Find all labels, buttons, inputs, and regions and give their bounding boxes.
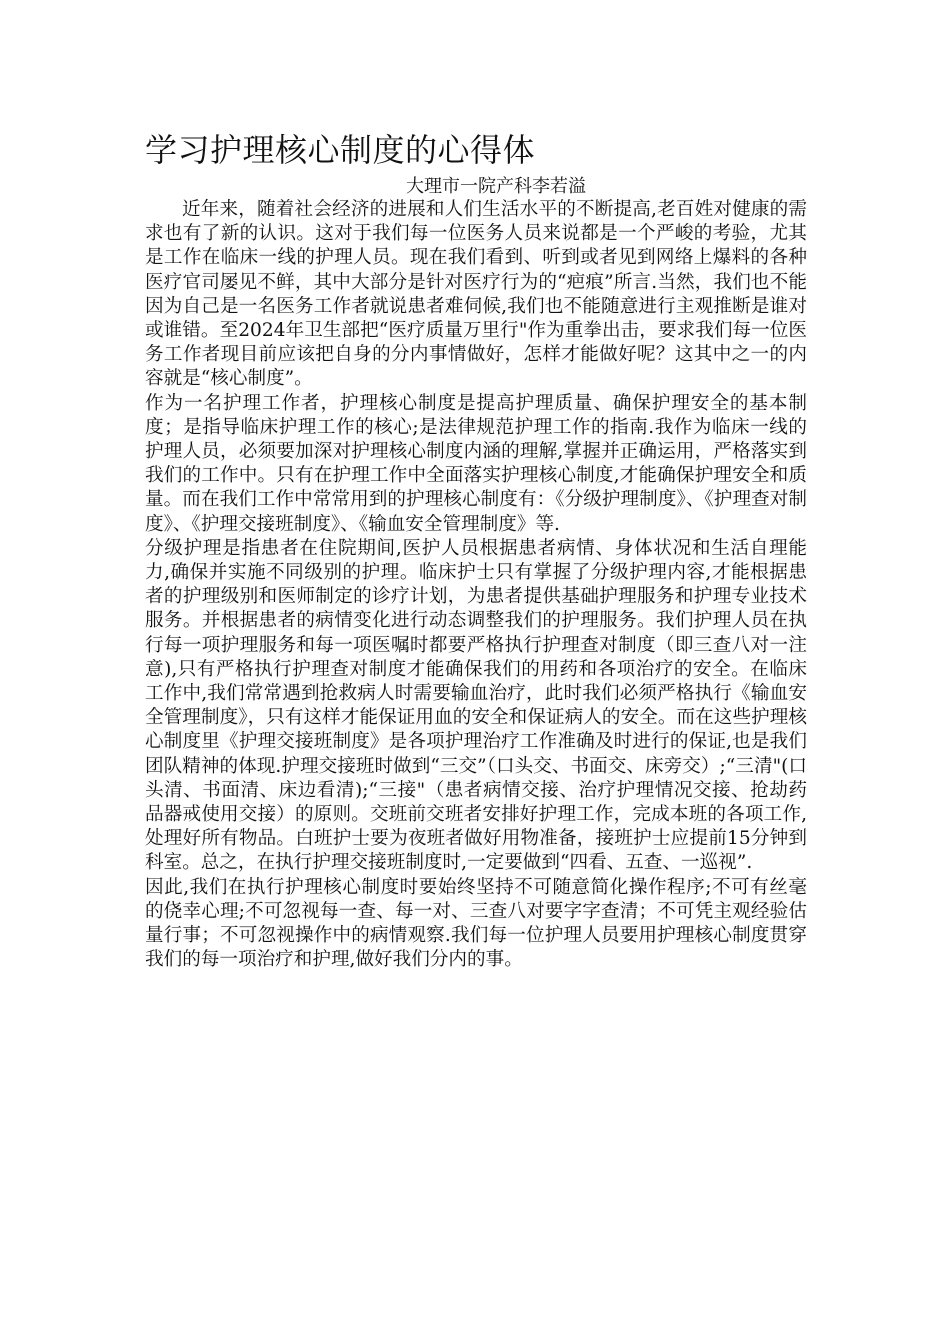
paragraph-graded-care: 分级护理是指患者在住院期间,医护人员根据患者病情、身体状况和生活自理能力,确保并实施不同级别的护理。临床护士只有掌握了分级护理内容,才能根据患者的护理级别和医师制定的诊疗计划，为患者提供基础护理服务和护理专业技术服务。并根据患者的病情变化进行动态调整我们的护理服务。我们护理人员在执行每一项护理服务和每一项医嘱时都要严格执行护理查对制度（即三查八对一注意),只有严格执行护理查对制度才能确保我们的用药和各项治疗的安全。在临床工作中,我们常常遇到抢救病人时需要输血治疗，此时我们必须严格执行《输血安全管理制度》，只有这样才能保证用血的安全和保证病人的安全。而在这些护理核心制度里《护理交接班制度》是各项护理治疗工作准确及时进行的保证,也是我们团队精神的体现.护理交接班时做到“三交”（口头交、书面交、床旁交）;“三清"(口头清、书面清、床边看清);“三接"（患者病情交接、治疗护理情况交接、抢劫药品器戒使用交接）的原则。交班前交班者安排好护理工作，完成本班的各项工作,处理好所有物品。白班护士要为夜班者做好用物准备，接班护士应提前15分钟到科室。总之，在执行护理交接班制度时,一定要做到“四看、五查、一巡视”. xyxy=(145,537,807,874)
document-author: 大理市一院产科李若溢 xyxy=(406,176,586,197)
paragraph-intro: 近年来，随着社会经济的进展和人们生活水平的不断提高,老百姓对健康的需求也有了新的认识。这对于我们每一位医务人员来说都是一个严峻的考验，尤其是工作在临床一线的护理人员。现在我们看到、听到或者见到网络上爆料的各种医疗官司屡见不鲜，其中大部分是针对医疗行为的“疤痕”所言.当然，我们也不能因为自己是一名医务工作者就说患者难伺候,我们也不能随意进行主观推断是谁对或谁错。至2024年卫生部把“医疗质量万里行"作为重拳出击，要求我们每一位医务工作者现目前应该把自身的分内事情做好，怎样才能做好呢？这其中之一的内容就是“核心制度”。 xyxy=(145,199,807,390)
paragraph-core-system: 作为一名护理工作者，护理核心制度是提高护理质量、确保护理安全的基本制度；是指导临床护理工作的核心;是法律规范护理工作的指南.我作为临床一线的护理人员，必须要加深对护理核心制度内涵的理解,掌握并正确运用，严格落实到我们的工作中。只有在护理工作中全面落实护理核心制度,才能确保护理安全和质量。而在我们工作中常常用到的护理核心制度有：《分级护理制度》、《护理查对制度》、《护理交接班制度》、《输血安全管理制度》等. xyxy=(145,392,807,535)
document-title: 学习护理核心制度的心得体 xyxy=(145,131,536,169)
document-body xyxy=(145,128,807,973)
paragraph-conclusion: 因此,我们在执行护理核心制度时要始终坚持不可随意简化操作程序;不可有丝毫的侥幸心理;不可忽视每一查、每一对、三查八对要字字查清；不可凭主观经验估量行事；不可忽视操作中的病情观察.我们每一位护理人员要用护理核心制度贯穿我们的每一项治疗和护理,做好我们分内的事。 xyxy=(145,876,807,971)
